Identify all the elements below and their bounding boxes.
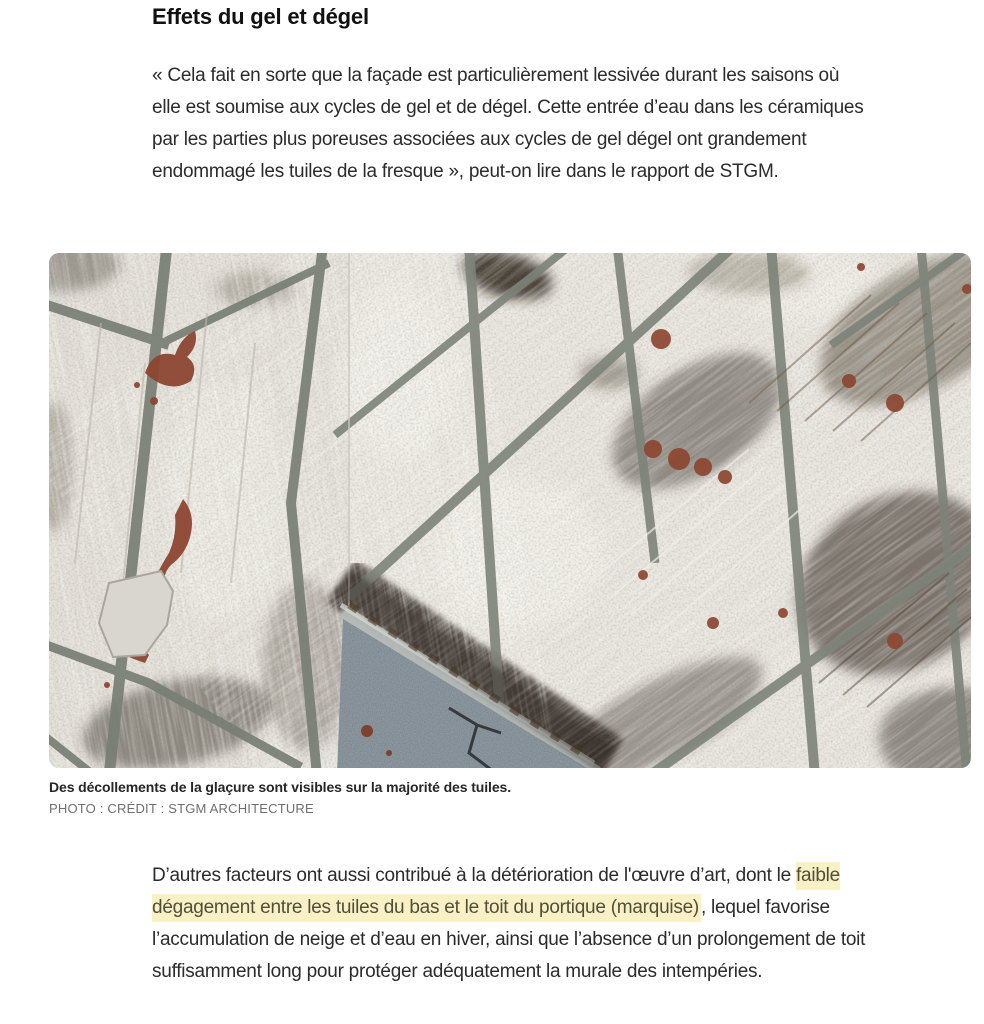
- photo-caption: Des décollements de la glaçure sont visibles sur la majorité des tuiles.: [49, 779, 511, 795]
- damaged-tiles-photo: [49, 253, 971, 768]
- photo-credit: PHOTO : CRÉDIT : STGM ARCHITECTURE: [49, 801, 314, 816]
- text-before-highlight: D’autres facteurs ont aussi contribué à la détérioration de l'œuvre d’art, dont le: [152, 865, 796, 886]
- figure-caption-block: [49, 777, 971, 818]
- section-heading: Effets du gel et dégel: [152, 4, 369, 29]
- paragraph-other-factors: [152, 860, 870, 988]
- article-figure: [49, 253, 971, 818]
- text-after-highlight: , lequel favorise l’accumulation de neige et d’eau en hiver, ainsi que l’absence d’un prolongement de toit suffisamment long pour protéger adéquatement la murale des intempéries.: [152, 897, 866, 982]
- highlighted-link[interactable]: faible dégagement entre les tuiles du bas et le toit du portique (marquise): [152, 862, 840, 922]
- paragraph-freeze-thaw: « Cela fait en sorte que la façade est particulièrement lessivée durant les saisons où elle est soumise aux cycles de gel et de dégel. Cette entrée d’eau dans les céramiques par les parties plus poreuses associées aux cycles de gel dégel ont grandement endommagé les tuiles de la fresque », peut-on lire dans le rapport de STGM.: [152, 65, 864, 182]
